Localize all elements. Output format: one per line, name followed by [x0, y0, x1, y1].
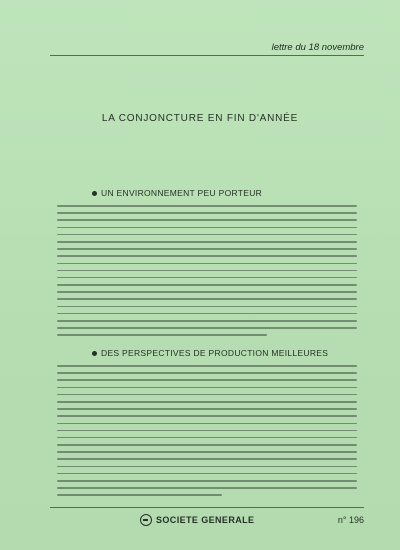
logo-icon [140, 514, 152, 526]
body-text-line [57, 327, 357, 329]
body-text-line [57, 277, 357, 279]
body-text-line [57, 284, 357, 286]
header-rule [50, 55, 364, 56]
letter-date-header: lettre du 18 novembre [271, 42, 364, 53]
body-text-line [57, 379, 357, 381]
section-1-body [57, 205, 357, 342]
body-text-line [57, 219, 357, 221]
body-text-line [57, 494, 222, 496]
bullet-icon [92, 191, 97, 196]
logo-text: SOCIETE GENERALE [156, 515, 255, 525]
body-text-line [57, 444, 357, 446]
body-text-line [57, 423, 357, 425]
body-text-line [57, 365, 357, 367]
body-text-line [57, 313, 357, 315]
body-text-line [57, 263, 357, 265]
body-text-line [57, 401, 357, 403]
section-heading-environment [92, 188, 262, 198]
footer-rule [50, 507, 364, 508]
body-text-line [57, 306, 357, 308]
body-text-line [57, 394, 357, 396]
body-text-line [57, 451, 357, 453]
bullet-icon [92, 351, 97, 356]
section-heading-production [92, 348, 328, 358]
body-text-line [57, 205, 357, 207]
body-text-line [57, 458, 357, 460]
body-text-line [57, 227, 357, 229]
body-text-line [57, 437, 357, 439]
body-text-line [57, 241, 357, 243]
body-text-line [57, 387, 357, 389]
body-text-line [57, 372, 357, 374]
body-text-line [57, 212, 357, 214]
societe-generale-logo [140, 514, 254, 526]
issue-number: n° 196 [337, 515, 364, 525]
body-text-line [57, 480, 357, 482]
body-text-line [57, 320, 357, 322]
section-heading-text: DES PERSPECTIVES DE PRODUCTION MEILLEURES [101, 348, 329, 358]
body-text-line [57, 473, 357, 475]
body-text-line [57, 466, 357, 468]
section-heading-text: UN ENVIRONNEMENT PEU PORTEUR [101, 188, 263, 198]
body-text-line [57, 334, 267, 336]
body-text-line [57, 487, 357, 489]
body-text-line [57, 415, 357, 417]
document-title: LA CONJONCTURE EN FIN D'ANNÉE [101, 113, 299, 124]
body-text-line [57, 255, 357, 257]
body-text-line [57, 270, 357, 272]
body-text-line [57, 298, 357, 300]
body-text-line [57, 234, 357, 236]
section-2-body [57, 365, 357, 502]
body-text-line [57, 248, 357, 250]
body-text-line [57, 291, 357, 293]
body-text-line [57, 408, 357, 410]
body-text-line [57, 430, 357, 432]
